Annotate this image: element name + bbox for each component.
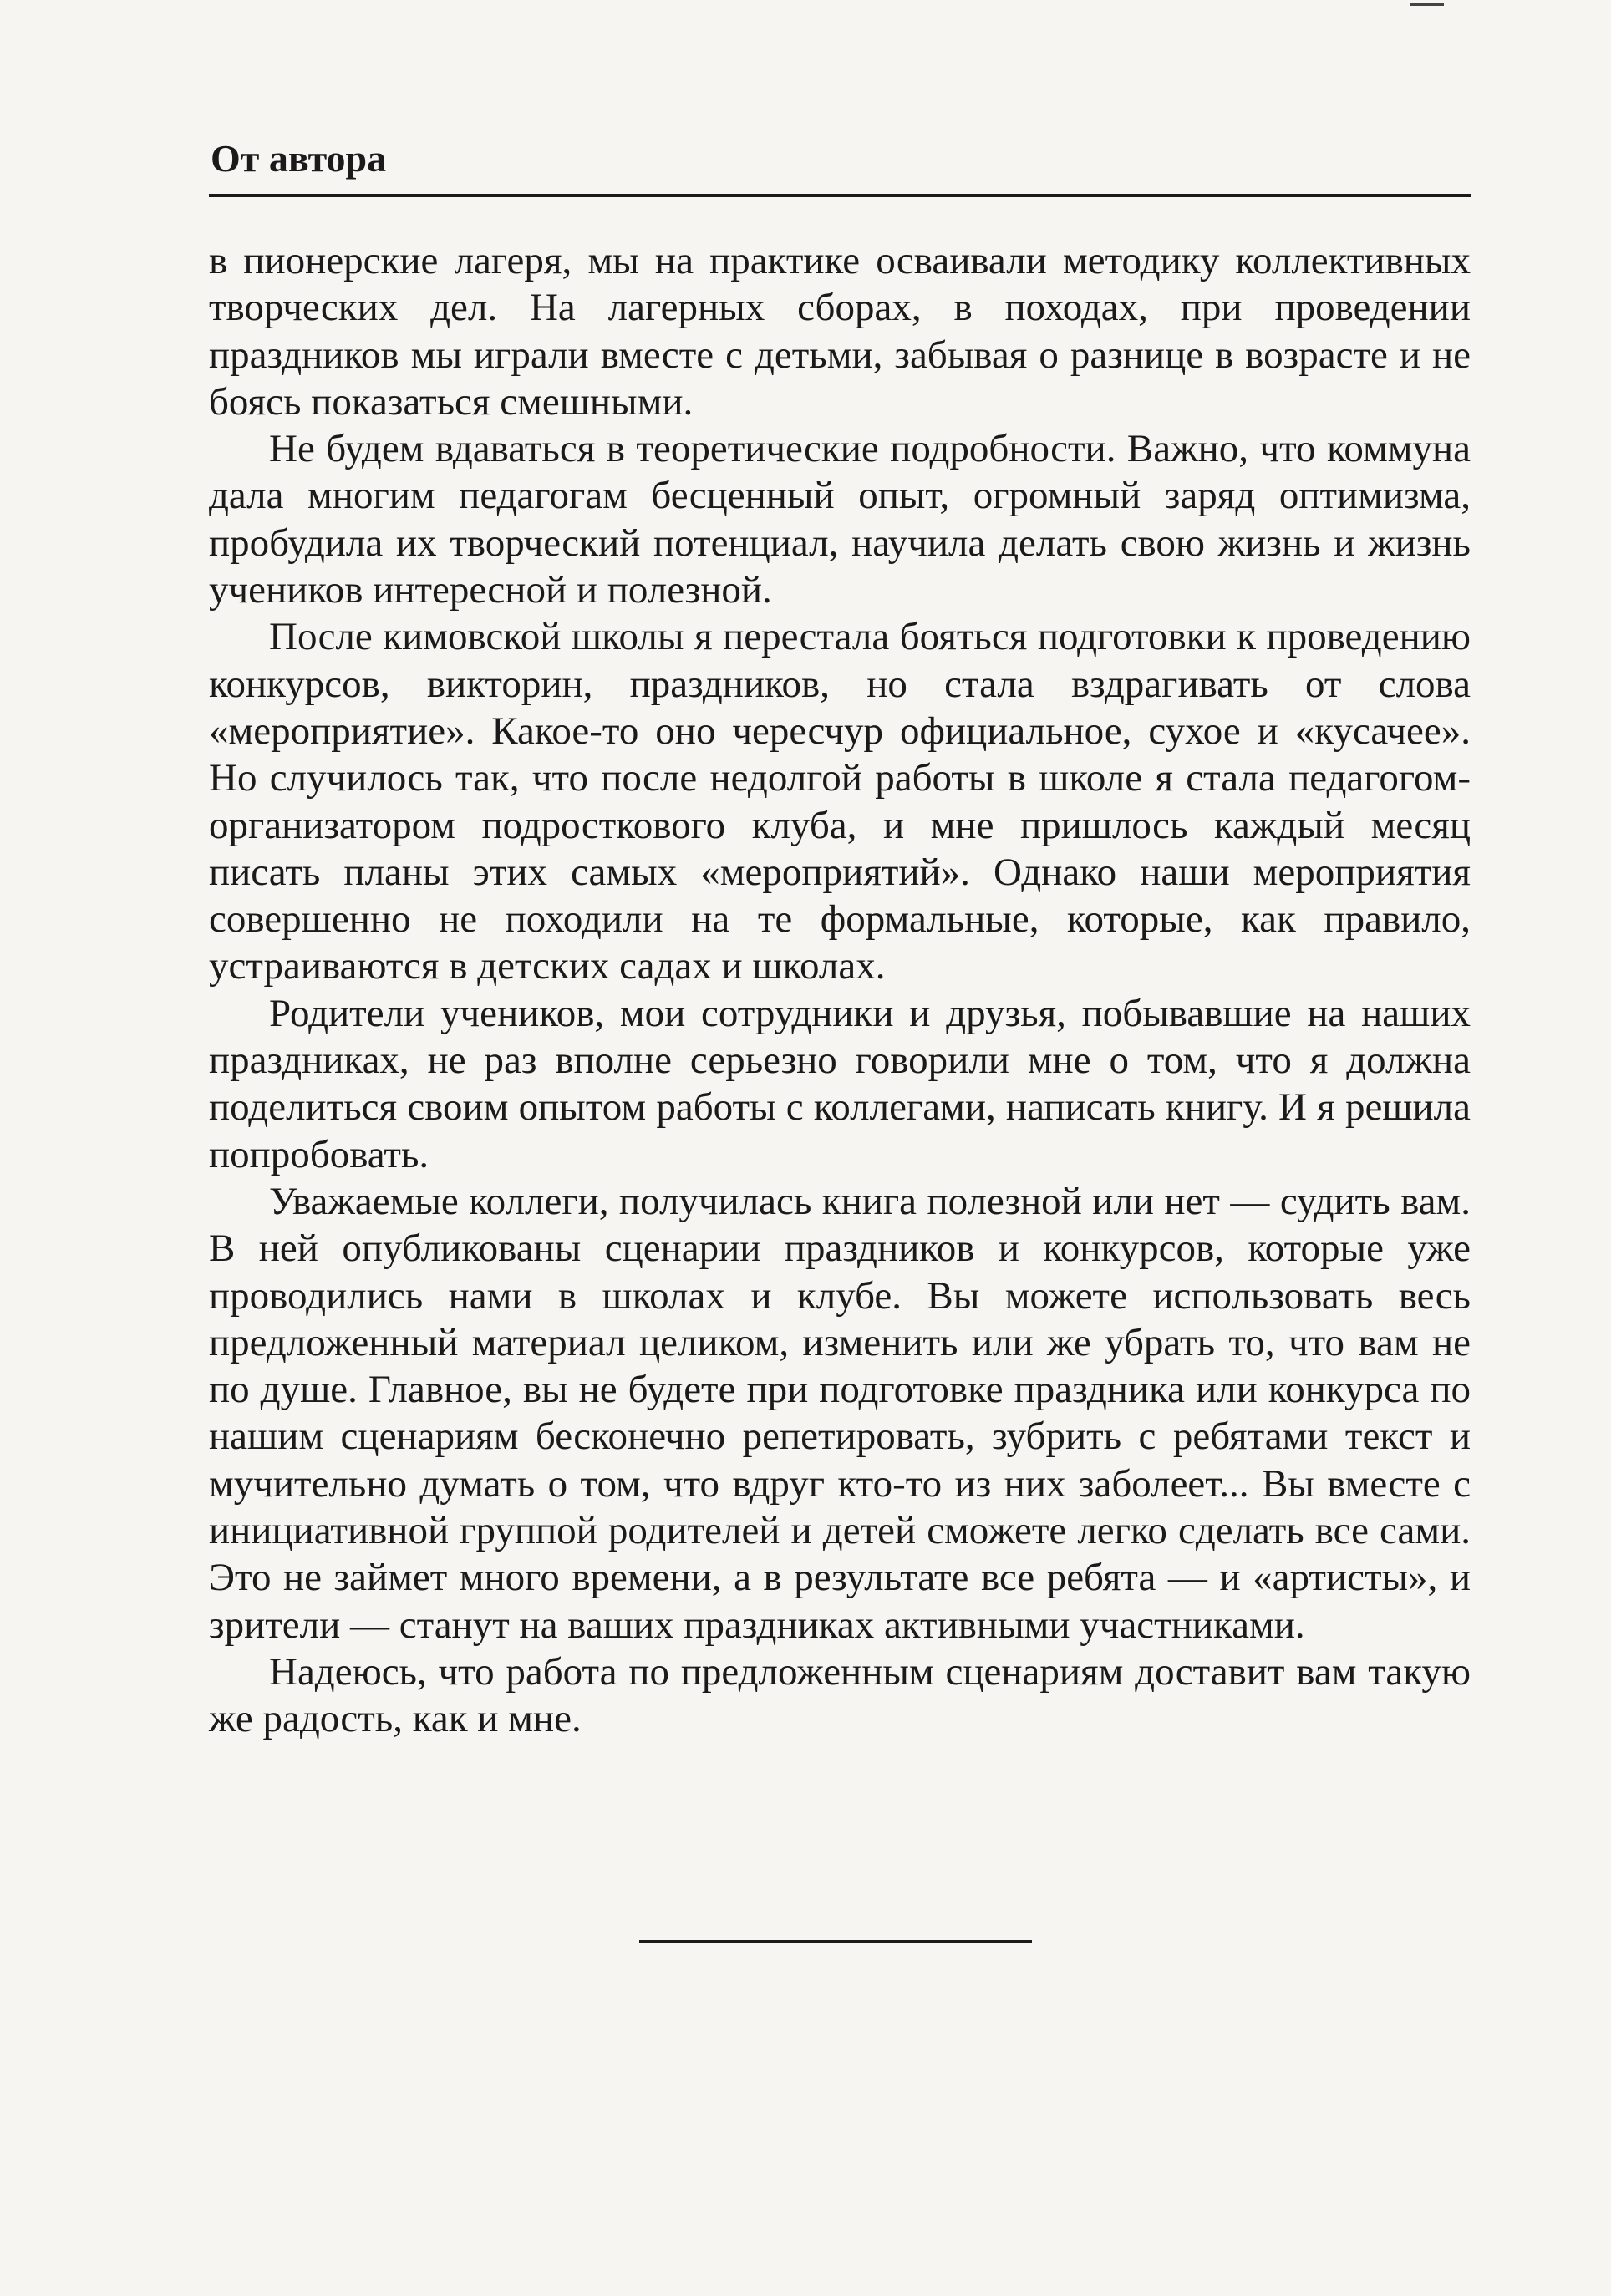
paragraph-3: После кимовской школы я перестала бояться подготовки к проведению конкурсов, викторин, праздников, но стала вздрагивать от слова «мероприятие». Какое-то оно чересчур официальное, сухое и «кусачее». Но случилось так, что после недолгой работы в школе я стала педагогом-организатором подросткового клуба, и мне пришлось каждый месяц писать планы этих самых «мероприятий». Однако наши мероприятия совершенно не походили на те формальные, которые, как правило, устраиваются в детских садах и школах. [209, 615, 1471, 988]
running-title: От автора [211, 137, 387, 180]
paragraph-2: Не будем вдаваться в теоретические подробности. Важно, что коммуна дала многим педагогам бесценный опыт, огромный заряд оптимизма, пробудила их творческий потенциал, научила делать свою жизнь и жизнь учеников интересной и полезной. [209, 427, 1471, 612]
header-rule [209, 194, 1471, 197]
end-rule [639, 1940, 1032, 1943]
paragraph-6: Надеюсь, что работа по предложенным сценариям доставит вам такую же радость, как и мне. [209, 1649, 1471, 1741]
scan-mark [1410, 3, 1444, 6]
book-page [209, 134, 1471, 1743]
paragraph-4: Родители учеников, мои сотрудники и друзья, побывавшие на наших праздниках, не раз вполне серьезно говорили мне о том, что я должна поделиться своим опытом работы с коллегами, написать книгу. И я решила попробовать. [209, 991, 1471, 1176]
paragraph-5: Уважаемые коллеги, получилась книга полезной или нет — судить вам. В ней опубликованы сценарии праздников и конкурсов, которые уже проводились нами в школах и клубе. Вы можете использовать весь предложенный материал целиком, изменить или же убрать то, что вам не по душе. Главное, вы не будете при подготовке праздника или конкурса по нашим сценариям бесконечно репетировать, зубрить с ребятами текст и мучительно думать о том, что вдруг кто-то из них заболеет... Вы вместе с инициативной группой родителей и детей сможете легко сделать все сами. Это не займет много времени, а в результате все ребята — и «артисты», и зрители — станут на ваших праздниках активными участниками. [209, 1179, 1471, 1647]
paragraph-1: в пионерские лагеря, мы на практике осваивали методику коллективных творческих дел. На лагерных сборах, в походах, при проведении праздников мы играли вместе с детьми, забывая о разнице в возрасте и не боясь показаться смешными. [209, 239, 1471, 424]
